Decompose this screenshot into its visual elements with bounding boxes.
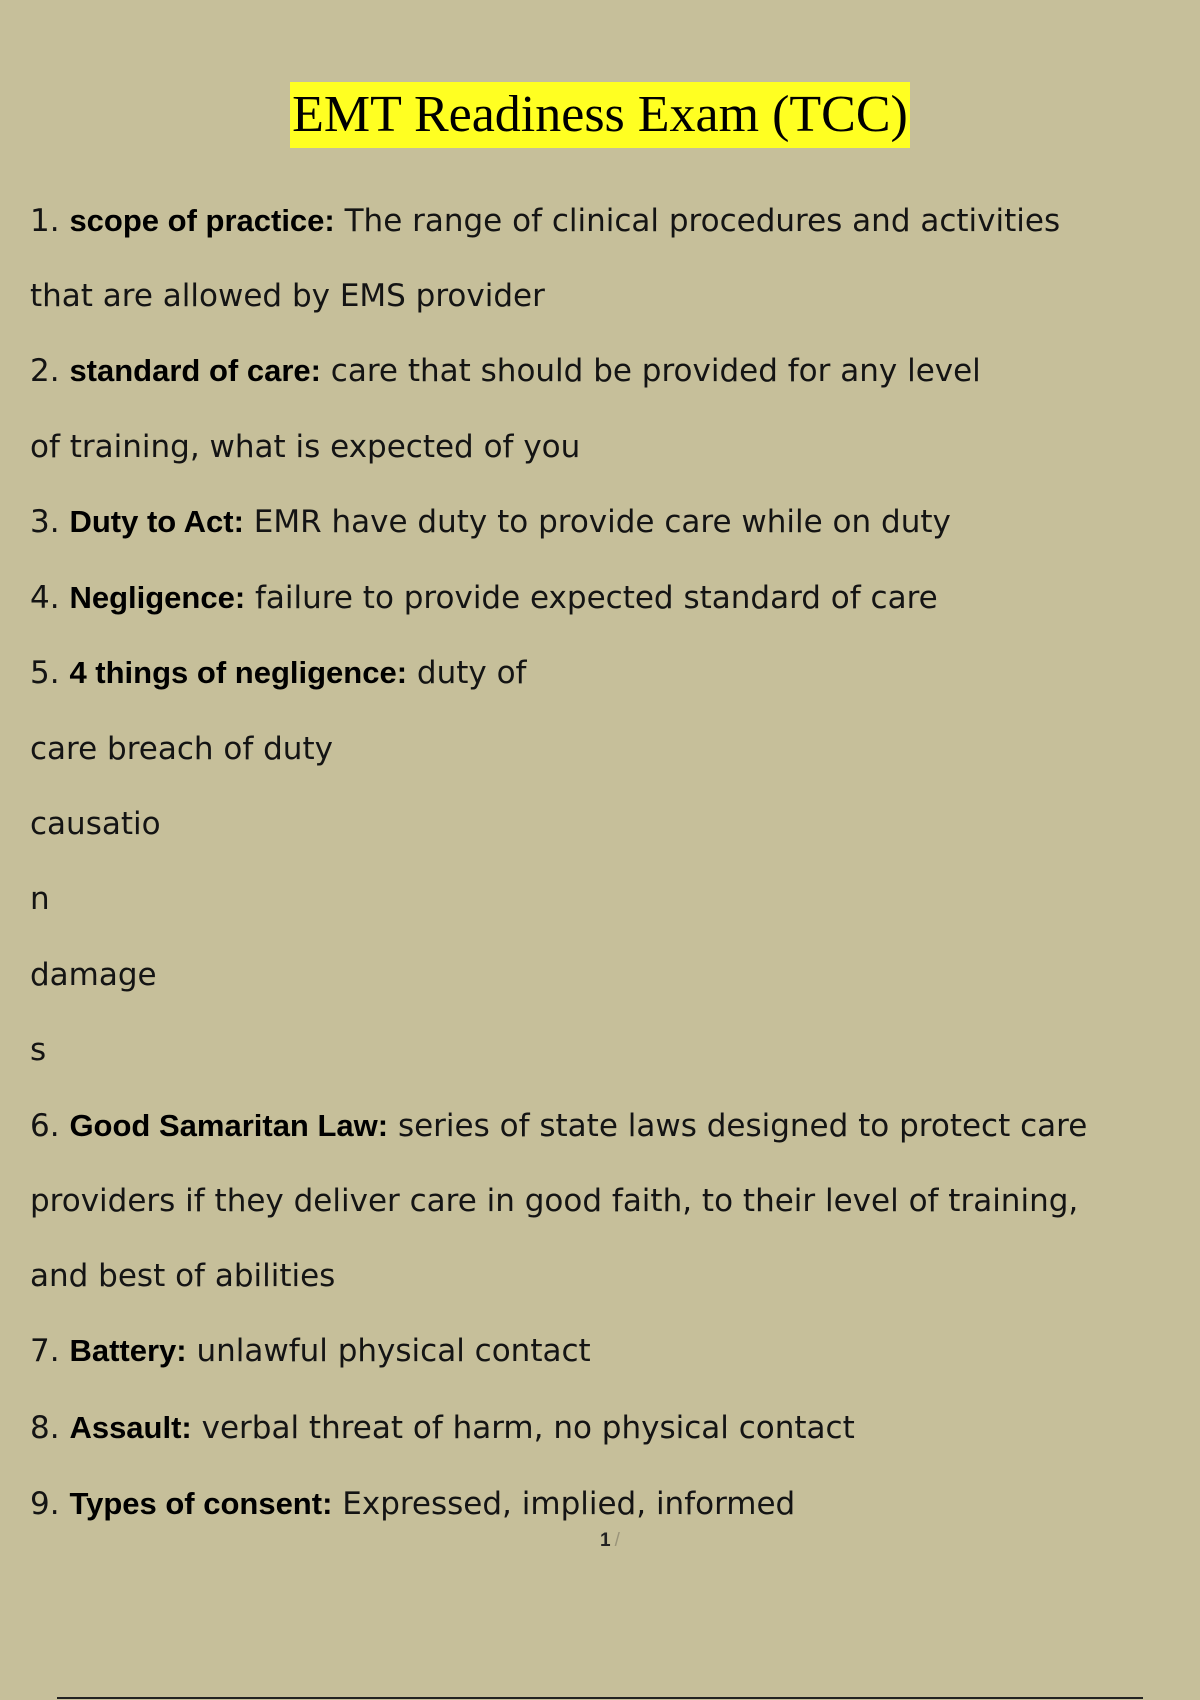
entry-6-line-3 bbox=[30, 1256, 335, 1296]
page-number-separator: / bbox=[614, 1530, 620, 1551]
entry-term: Good Samaritan Law: bbox=[69, 1108, 389, 1143]
entry-definition: The range of clinical procedures and activities bbox=[334, 203, 1061, 239]
entry-number: 4. bbox=[30, 580, 60, 616]
entry-5-line-6 bbox=[30, 1030, 46, 1070]
entry-definition: verbal threat of harm, no physical contact bbox=[191, 1410, 855, 1446]
entry-term: 4 things of negligence: bbox=[69, 655, 408, 690]
entry-definition: care breach of duty bbox=[30, 731, 333, 767]
entry-definition: damage bbox=[30, 957, 157, 993]
entry-7-line-1 bbox=[30, 1331, 591, 1371]
entry-2-line-2 bbox=[30, 427, 580, 467]
entry-definition: duty of bbox=[407, 655, 527, 691]
entry-8-line-1 bbox=[30, 1408, 855, 1448]
entry-5-line-1 bbox=[30, 653, 526, 693]
entry-number: 5. bbox=[30, 655, 60, 691]
entry-definition: failure to provide expected standard of care bbox=[245, 580, 938, 616]
entry-number: 3. bbox=[30, 504, 60, 540]
entry-term: Assault: bbox=[69, 1410, 192, 1445]
entry-definition: providers if they deliver care in good faith, to their level of training, bbox=[30, 1183, 1079, 1219]
page-number-value: 1 bbox=[600, 1530, 611, 1551]
entry-definition: causatio bbox=[30, 806, 161, 842]
entry-4-line-1 bbox=[30, 578, 938, 618]
entry-number: 1. bbox=[30, 203, 60, 239]
entry-definition: s bbox=[30, 1032, 47, 1068]
entry-number: 2. bbox=[30, 353, 60, 389]
entry-5-line-2 bbox=[30, 729, 333, 769]
entry-definition: of training, what is expected of you bbox=[30, 429, 581, 465]
entry-term: Negligence: bbox=[69, 580, 246, 615]
entry-definition: unlawful physical contact bbox=[186, 1333, 591, 1369]
entry-9-line-1 bbox=[30, 1484, 795, 1524]
entry-2-line-1 bbox=[30, 351, 981, 391]
entry-number: 6. bbox=[30, 1108, 60, 1144]
entry-number: 7. bbox=[30, 1333, 60, 1369]
entry-5-line-3 bbox=[30, 804, 161, 844]
entry-3-line-1 bbox=[30, 502, 951, 542]
entry-5-line-4 bbox=[30, 879, 50, 919]
entry-number: 8. bbox=[30, 1410, 60, 1446]
entry-term: Types of consent: bbox=[69, 1486, 333, 1521]
entry-number: 9. bbox=[30, 1486, 60, 1522]
title-wrap bbox=[0, 82, 1200, 148]
entry-definition: EMR have duty to provide care while on duty bbox=[243, 504, 951, 540]
entry-1-line-2 bbox=[30, 276, 545, 316]
entry-term: scope of practice: bbox=[69, 203, 335, 238]
entry-term: standard of care: bbox=[69, 353, 321, 388]
entry-definition: and best of abilities bbox=[30, 1258, 336, 1294]
entry-definition: series of state laws designed to protect care bbox=[388, 1108, 1088, 1144]
entry-1-line-1 bbox=[30, 201, 1060, 241]
entry-6-line-1 bbox=[30, 1106, 1087, 1146]
entry-term: Battery: bbox=[69, 1333, 187, 1368]
entry-5-line-5 bbox=[30, 955, 157, 995]
entry-definition: care that should be provided for any level bbox=[320, 353, 981, 389]
entry-6-line-2 bbox=[30, 1181, 1078, 1221]
entry-definition: Expressed, implied, informed bbox=[332, 1486, 796, 1522]
entry-term: Duty to Act: bbox=[69, 504, 244, 539]
entry-definition: that are allowed by EMS provider bbox=[30, 278, 545, 314]
footer-divider bbox=[57, 1697, 1143, 1699]
entry-definition: n bbox=[30, 881, 50, 917]
page-title: EMT Readiness Exam (TCC) bbox=[290, 82, 910, 148]
page-number bbox=[600, 1530, 620, 1552]
